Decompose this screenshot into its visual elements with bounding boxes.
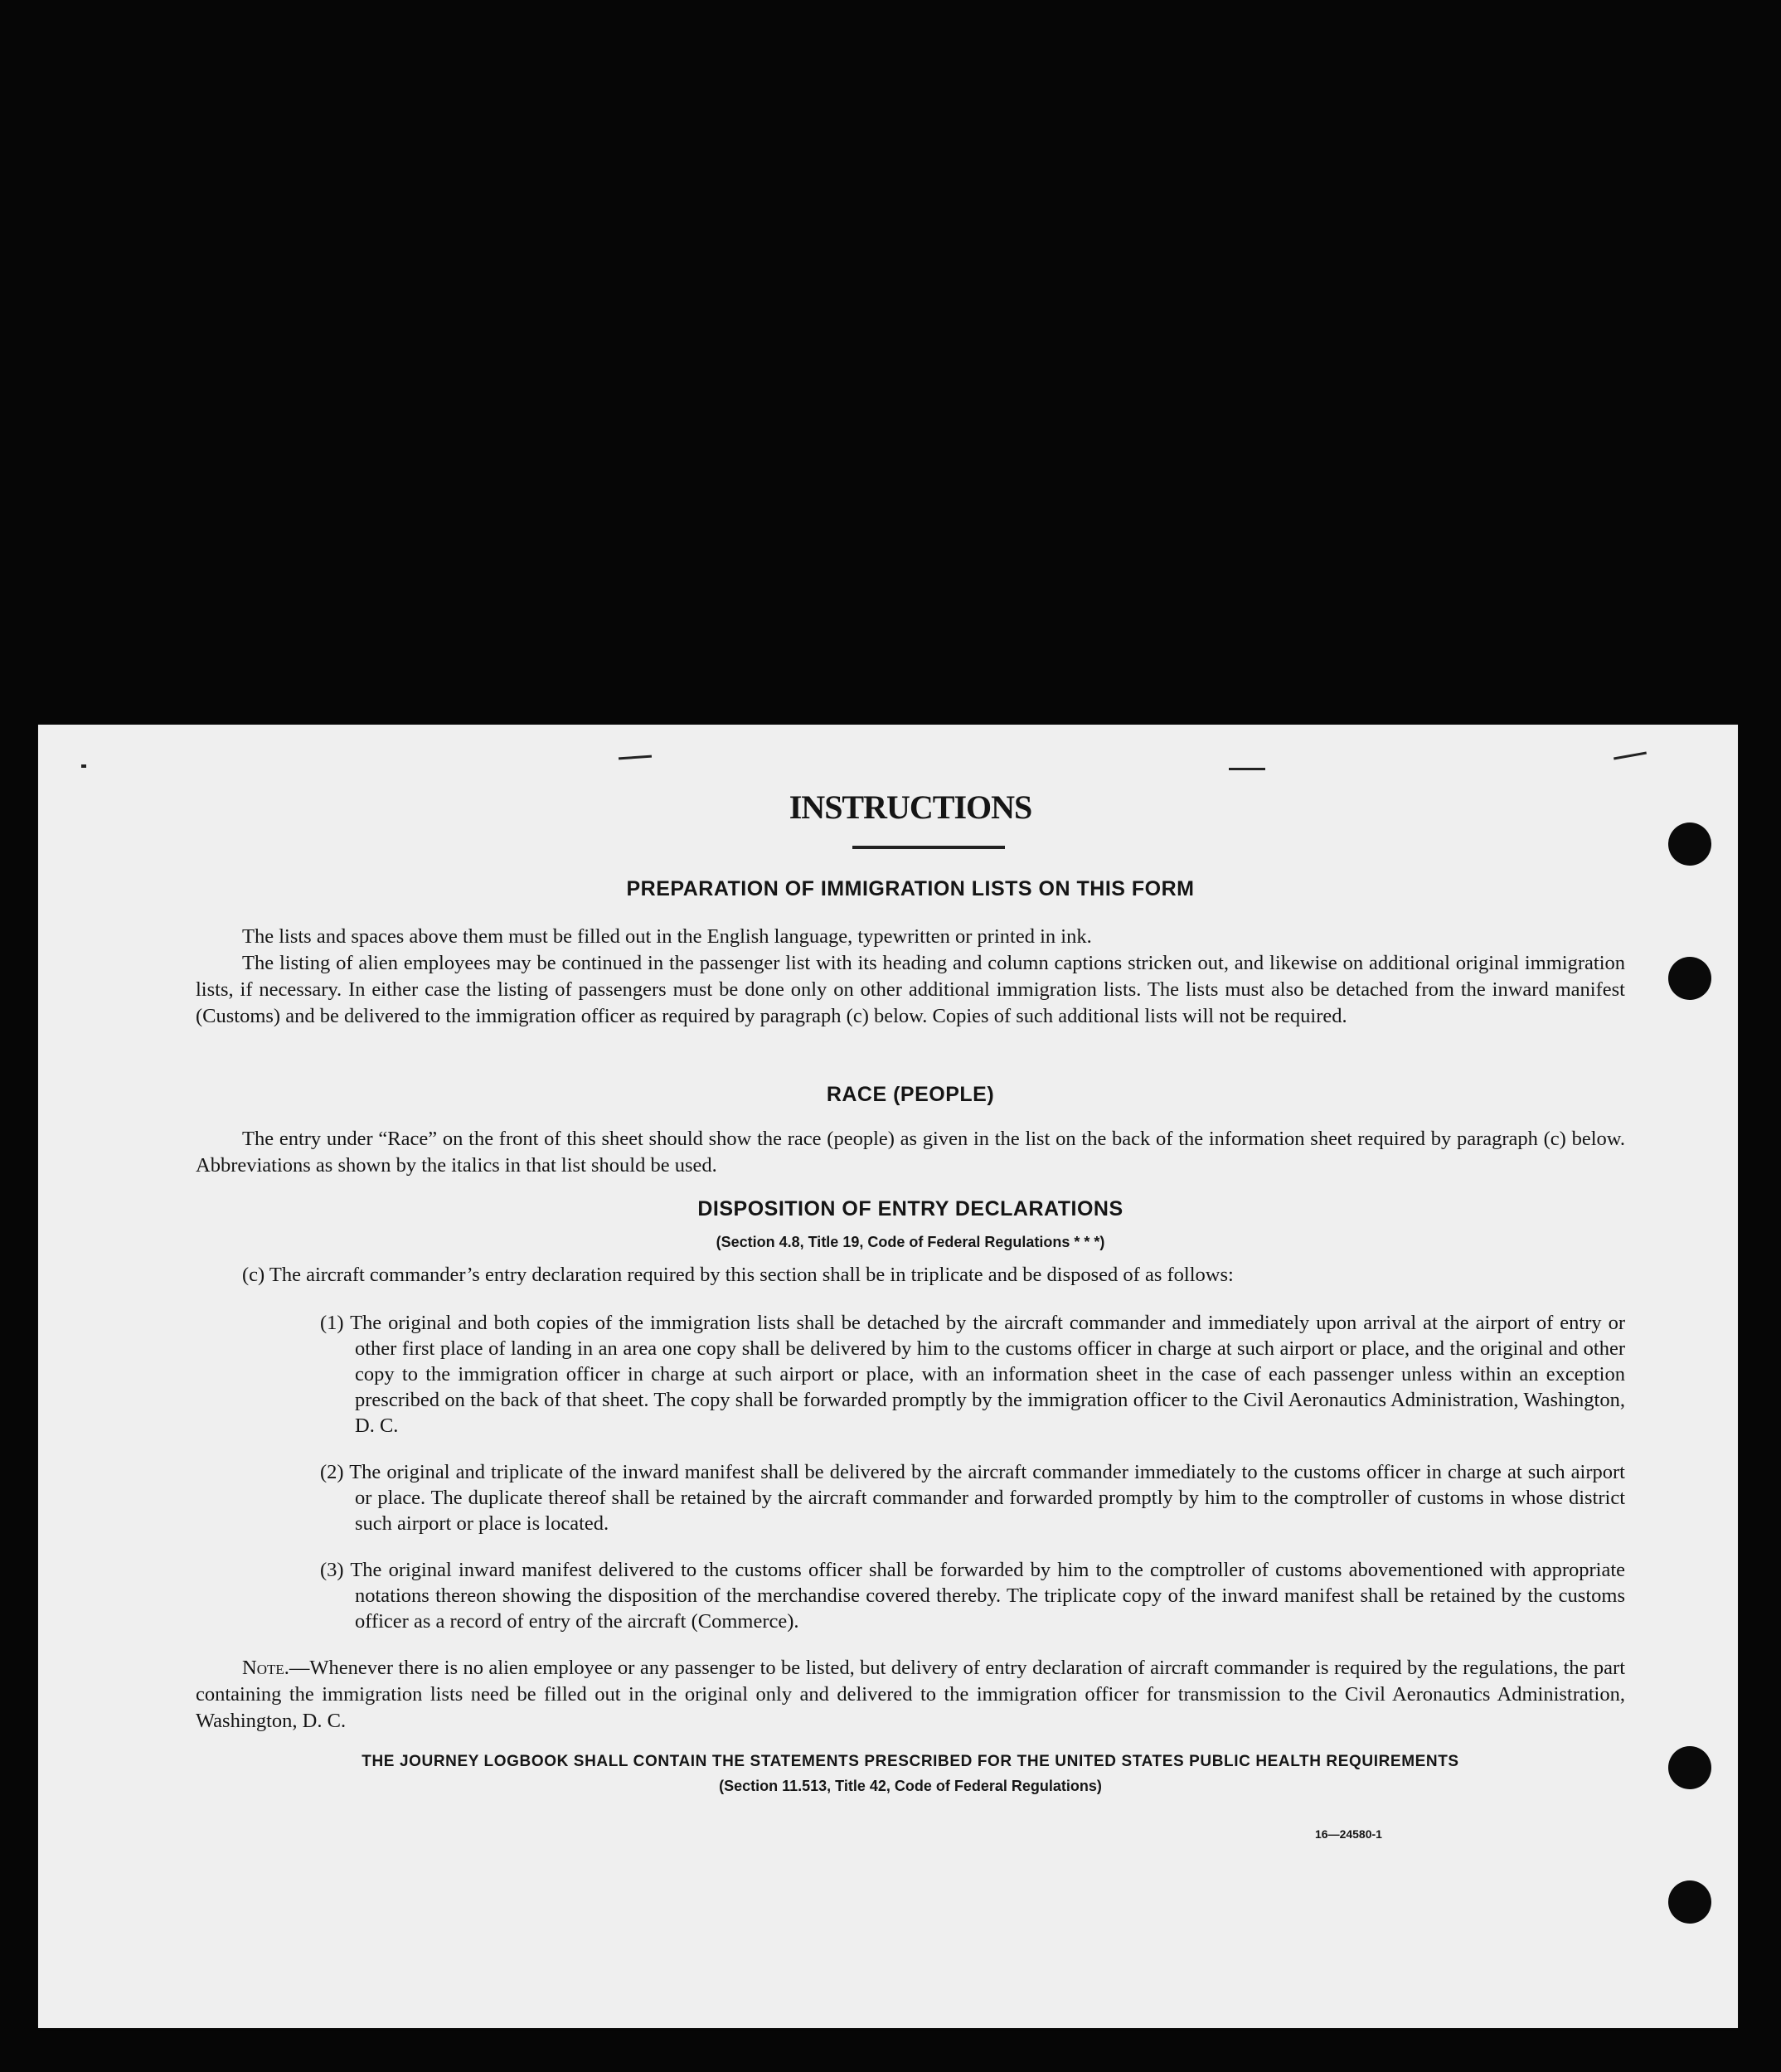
paragraph-lists-language: The lists and spaces above them must be filled out in the English language, typewritten or printed in ink. (242, 925, 1092, 948)
form-number: 16—24580-1 (1315, 1827, 1382, 1841)
scan-mark (1614, 752, 1647, 760)
page-title: INSTRUCTIONS (789, 789, 1032, 826)
note-text: —Whenever there is no alien employee or any passenger to be listed, but delivery of entry declaration of aircraft commander is required by the regulations, the part containing the immigration lists need be filled out in the original only and delivered to the immigration officer for transmission to the Civil Aeronautics Administration, Washington, D. C. (196, 1657, 1625, 1732)
document-page (38, 725, 1738, 2028)
section-heading-race: RACE (PEOPLE) (826, 1083, 995, 1106)
footer-regulation-reference: (Section 11.513, Title 42, Code of Federal Regulations) (719, 1778, 1102, 1794)
punch-hole (1668, 1746, 1711, 1789)
list-item-3: (3) The original inward manifest delivered to the customs officer shall be forwarded by him to the comptroller of customs abovementioned with appropriate notations thereon showing the disposition of the merchandise covered thereby. The triplicate copy of the inward manifest shall be retained by the customs officer as a record of entry of the aircraft (Commerce). (320, 1559, 1625, 1633)
list-item-1: (1) The original and both copies of the immigration lists shall be detached by the aircraft commander and immediately upon arrival at the airport of entry or other first place of landing in an area one copy shall be delivered by him to the customs officer in charge at such airport or place, and the original and other copy to the immigration officer in charge at such airport or place, with an information sheet in the case of each passenger unless within an exception prescribed on the back of that sheet. The copy shall be forwarded promptly by the immigration officer to the Civil Aeronautics Administration, Washington, D. C. (320, 1312, 1625, 1437)
punch-hole (1668, 822, 1711, 866)
regulation-reference: (Section 4.8, Title 19, Code of Federal Regulations * * *) (716, 1234, 1105, 1250)
paragraph-c-intro: (c) The aircraft commander’s entry declaration required by this section shall be in triplicate and be disposed of as follows: (242, 1264, 1234, 1286)
scan-mark (1229, 768, 1265, 770)
punch-hole (1668, 957, 1711, 1000)
note-paragraph (196, 1655, 1625, 1735)
footer-health-requirements: THE JOURNEY LOGBOOK SHALL CONTAIN THE STATEMENTS PRESCRIBED FOR THE UNITED STATES PUBLIC HEALTH REQUIREMENTS (362, 1753, 1459, 1770)
note-label: Note. (242, 1657, 289, 1679)
punch-hole (1668, 1880, 1711, 1924)
section-heading-disposition: DISPOSITION OF ENTRY DECLARATIONS (697, 1197, 1123, 1220)
paragraph-race-entry: The entry under “Race” on the front of this sheet should show the race (people) as given in the list on the back of the information sheet required by paragraph (c) below. Abbreviations as shown by the italics in that list should be used. (196, 1128, 1625, 1177)
paragraph-alien-employees: The listing of alien employees may be continued in the passenger list with its heading and column captions stricken out, and likewise on additional original immigration lists, if necessary. In either case the listing of passengers must be done only on other additional immigration lists. The lists must also be detached from the inward manifest (Customs) and be delivered to the immigration officer as required by paragraph (c) below. Copies of such additional lists will not be required. (196, 952, 1625, 1027)
scan-mark (81, 764, 86, 768)
list-item-2: (2) The original and triplicate of the inward manifest shall be delivered by the aircraft commander immediately to the customs officer in charge at such airport or place. The duplicate thereof shall be retained by the aircraft commander and forwarded promptly by him to the comptroller of customs in whose district such airport or place is located. (320, 1461, 1625, 1535)
section-heading-preparation: PREPARATION OF IMMIGRATION LISTS ON THIS FORM (626, 877, 1195, 900)
scan-mark (619, 755, 652, 760)
title-underline (852, 846, 1005, 849)
